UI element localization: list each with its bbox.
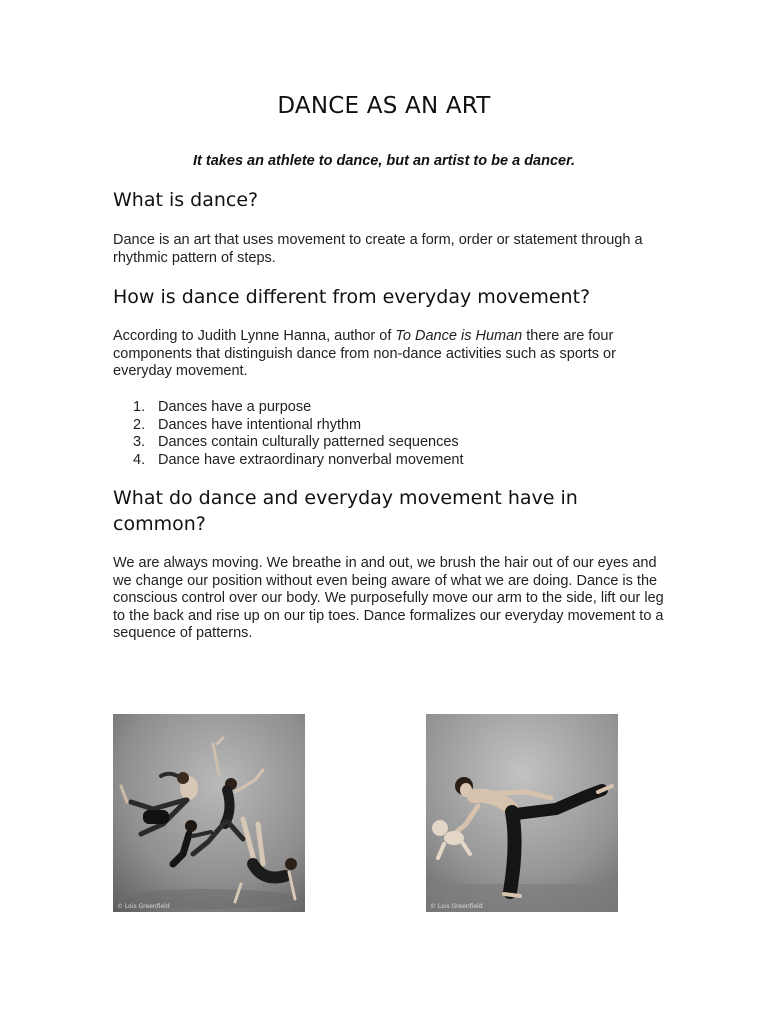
photo-dancers-group-image: [113, 714, 305, 912]
document-title: DANCE AS AN ART: [277, 93, 491, 119]
list-item-text: Dances have a purpose: [158, 399, 312, 415]
section-heading-in-common: What do dance and everyday movement have in common?: [113, 487, 578, 535]
book-title: To Dance is Human: [395, 328, 523, 344]
section-body-in-common: We are always moving. We breathe in and out, we brush the hair out of our eyes and we change our position without even being aware of what we are doing. Dance is the conscious control over our body. We purposefully move our arm to the side, lift our leg to the back and rise up on our tip toes. Dance formalizes our everyday movement to a sequence of patterns.: [113, 555, 664, 641]
list-item-number: 2.: [133, 416, 146, 433]
intro-text-after: there are four components that distinguish dance from non-dance activities such as sports or everyday movement.: [113, 328, 616, 379]
photo-credit: © Lois Greenfield: [117, 903, 170, 910]
list-item-text: Dances have intentional rhythm: [158, 416, 362, 433]
list-item-text: Dances contain culturally patterned sequences: [158, 434, 459, 451]
list-item-number: 4.: [133, 451, 146, 468]
photo-credit: © Lois Greenfield: [430, 903, 483, 910]
list-item: [113, 399, 673, 417]
photo-dancer-with-baby: [426, 714, 618, 912]
components-list: [113, 399, 673, 469]
list-item-number: 1.: [133, 399, 146, 415]
list-item: [113, 417, 673, 435]
intro-text-before: According to Judith Lynne Hanna, author of: [113, 328, 396, 344]
section-body-what-is-dance: Dance is an art that uses movement to create a form, order or statement through a rhythmic pattern of steps.: [113, 232, 643, 266]
list-item-number: 3.: [133, 434, 146, 451]
photo-dancer-with-baby-image: [426, 714, 618, 912]
list-item: [113, 434, 673, 452]
section-heading-what-is-dance: What is dance?: [113, 189, 259, 211]
section-heading-dance-vs-movement: How is dance different from everyday movement?: [113, 286, 591, 308]
section-intro-dance-vs-movement: [113, 328, 673, 381]
list-item-text: Dance have extraordinary nonverbal movement: [158, 451, 464, 468]
epigraph-quote: It takes an athlete to dance, but an artist to be a dancer.: [193, 153, 575, 169]
photo-dancers-group: [113, 714, 305, 912]
list-item: [113, 452, 673, 470]
